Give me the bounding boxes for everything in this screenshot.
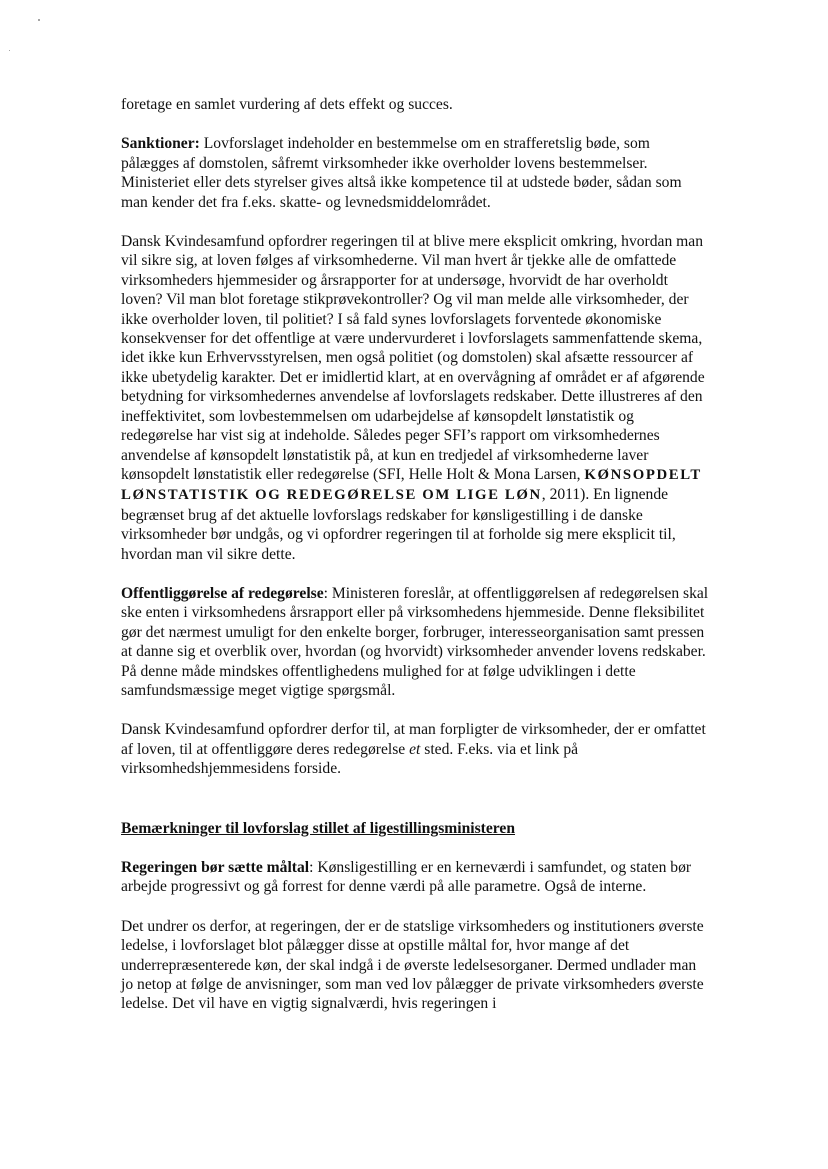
- paragraph-sanktioner: [121, 134, 709, 212]
- paragraph-text: Det undrer os derfor, at regeringen, der er de statslige virksomheders og institutioners øverste ledelse, i lovforslaget blot pålægger disse at opstille måltal for, hvor mange af det underrepræsenterede køn, der skal indgå i de øverste ledelsesorganer. Dermed undlader man jo netop at følge de anvisninger, som man ved lov pålægger de private virksomheders øverste ledelse. Det vil have en vigtig signalværdi, hvis regeringen i: [121, 917, 704, 1013]
- paragraph-offentliggoerelse: [121, 584, 709, 700]
- scan-speck: [9, 50, 10, 51]
- paragraph-continuation: [121, 95, 709, 114]
- paragraph-opfordring-kontrol: [121, 232, 709, 564]
- section-heading: Bemærkninger til lovforslag stillet af ligestillingsministeren: [121, 819, 516, 837]
- report-title: KØNSOPDELT LØNSTATISTIK OG REDEGØRELSE OM LIGE LØN: [121, 466, 702, 504]
- paragraph-lead: Regeringen bør sætte måltal: [121, 859, 310, 876]
- paragraph-lead: Sanktioner:: [121, 135, 200, 153]
- paragraph-maaltal: [121, 858, 709, 897]
- paragraph-opfordring-link: [121, 720, 709, 778]
- paragraph-text: , 2011). En lignende begrænset brug af det aktuelle lovforslags redskaber for kønsligestilling i de danske virksomheder bør undgås, og vi opfordrer regeringen til at forholde sig mere eksplicit til, hvordan man vil sikre dette.: [121, 486, 676, 563]
- paragraph-text: Dansk Kvindesamfund opfordrer derfor til, at man forpligter de virksomheder, der er omfattet af loven, til at offentliggøre deres redegørelse: [121, 721, 706, 758]
- paragraph-text: sted. F.eks. via et link på virksomhedshjemmesidens forside.: [121, 740, 579, 778]
- paragraph-text: : Kønsligestilling er en kerneværdi i samfundet, og staten bør arbejde progressivt og gå forrest for denne værdi på alle parametre. Også de interne.: [121, 859, 692, 896]
- paragraph-text: Lovforslaget indeholder en bestemmelse om en strafferetslig bøde, som pålægges af domstolen, såfremt virksomheder ikke overholder lovens bestemmelser. Ministeriet eller dets styrelser gives altså ikke kompetence til at udstede bøder, sådan som man kender det fra f.eks. skatte- og levnedsmiddelområdet.: [121, 135, 682, 211]
- scan-speck: [38, 19, 40, 21]
- emphasis-text: et: [409, 740, 421, 758]
- paragraph-text: Dansk Kvindesamfund opfordrer regeringen til at blive mere eksplicit omkring, hvordan man vil sikre sig, at loven følges af virksomhederne. Vil man hvert år tjekke alle de omfattede virksomheders hjemmesider og årsrapporter for at undersøge, hvorvidt de har overholdt loven? Vil man blot foretage stikprøvekontroller? Og vil man melde alle virksomheder, der ikke overholder loven, til politiet? I så fald synes lovforslagets forventede økonomiske konsekvenser for det offentlige at være undervurderet i lovforslagets sammenfattende skema, idet ikke kun Erhvervsstyrelsen, men også politiet (og domstolen) skal afsætte ressourcer af ikke ubetydelig karakter. Det er imidlertid klart, at en overvågning af området er af afgørende betydning for virksomhedernes anvendelse af lovforslagets redskaber. Dette illustreres af den ineffektivitet, som lovbestemmelsen om udarbejdelse af kønsopdelt lønstatistik og redegørelse har vist sig at indeholde. Således peger SFI’s rapport om virksomhedernes anvendelse af kønsopdelt lønstatistik på, at kun en tredjedel af virksomhederne laver kønsopdelt lønstatistik eller redegørelse (SFI, Helle Holt & Mona Larsen,: [121, 233, 705, 483]
- paragraph-text: : Ministeren foreslår, at offentliggørelsen af redegørelsen skal ske enten i virksomhedens årsrapport eller på virksomhedens hjemmeside. Denne fleksibilitet gør det nærmest umuligt for den enkelte borger, forbruger, interesseorganisation samt pressen at danne sig et overblik over, hvordan (og hvorvidt) virksomheder anvender lovens redskaber. På denne måde mindskes offentlighedens mulighed for at følge udviklingen i dette samfundsmæssige meget vigtige spørgsmål.: [121, 584, 709, 699]
- paragraph-undrer: [121, 917, 709, 1014]
- paragraph-text: foretage en samlet vurdering af dets effekt og succes.: [121, 96, 453, 113]
- document-page: [121, 95, 709, 1014]
- paragraph-lead: Offentliggørelse af redegørelse: [121, 584, 324, 602]
